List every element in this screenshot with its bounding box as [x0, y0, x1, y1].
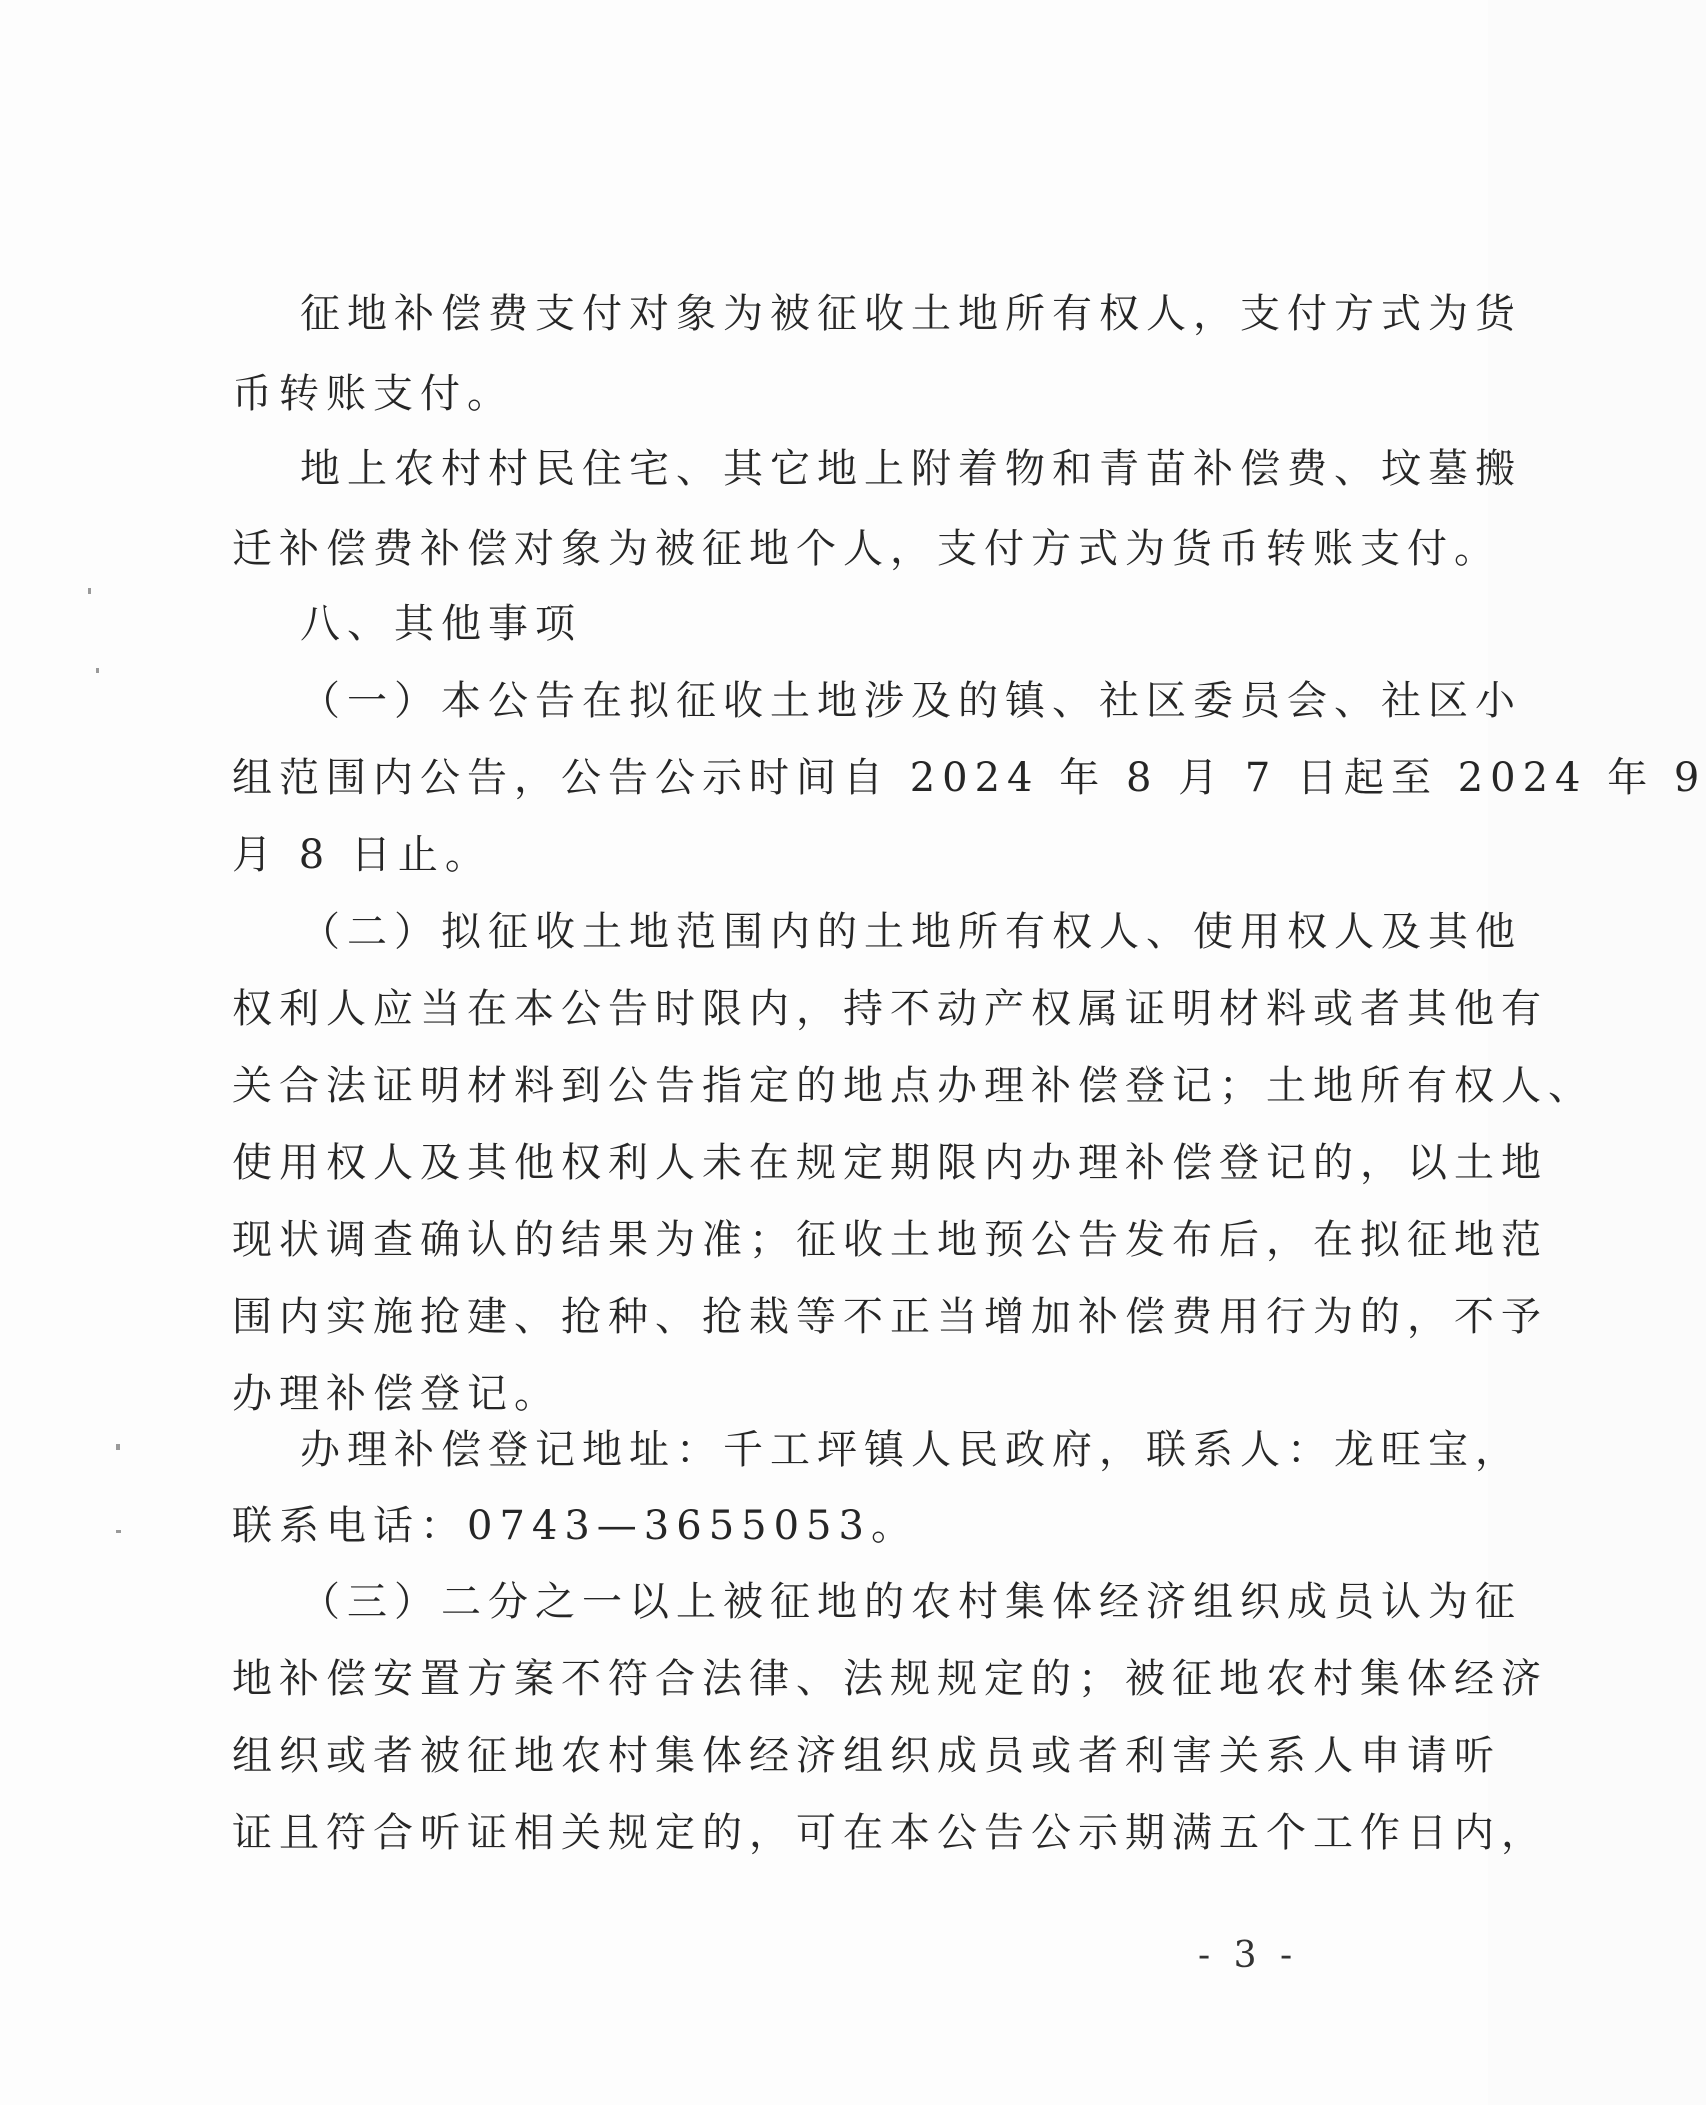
- paragraph-line: （一）本公告在拟征收土地涉及的镇、社区委员会、社区小: [300, 678, 1522, 724]
- scan-mark: [96, 668, 99, 673]
- paragraph-line: 使用权人及其他权利人未在规定期限内办理补偿登记的，以土地: [232, 1140, 1548, 1186]
- paragraph-line: 地上农村村民住宅、其它地上附着物和青苗补偿费、坟墓搬: [300, 446, 1522, 492]
- paragraph-line: 联系电话：0743—3655053。: [232, 1503, 918, 1549]
- paragraph-line: 组范围内公告，公告公示时间自 2024 年 8 月 7 日起至 2024 年 9: [232, 755, 1706, 801]
- paragraph-line: 月 8 日止。: [232, 832, 492, 878]
- scan-mark: [116, 1530, 121, 1533]
- paragraph-line: 办理补偿登记。: [232, 1371, 561, 1417]
- paragraph-line: 组织或者被征地农村集体经济组织成员或者利害关系人申请听: [232, 1733, 1501, 1779]
- paragraph-line: 征地补偿费支付对象为被征收土地所有权人，支付方式为货: [300, 291, 1522, 337]
- paragraph-line: （二）拟征收土地范围内的土地所有权人、使用权人及其他: [300, 909, 1522, 955]
- page-number: - 3 -: [1198, 1935, 1299, 1976]
- paragraph-line: 围内实施抢建、抢种、抢栽等不正当增加补偿费用行为的，不予: [232, 1294, 1548, 1340]
- paragraph-line: 权利人应当在本公告时限内，持不动产权属证明材料或者其他有: [232, 986, 1548, 1032]
- paragraph-line: 地补偿安置方案不符合法律、法规规定的；被征地农村集体经济: [232, 1656, 1548, 1702]
- paragraph-line: 关合法证明材料到公告指定的地点办理补偿登记；土地所有权人、: [232, 1063, 1595, 1109]
- scan-mark: [116, 1444, 120, 1450]
- scan-mark: [88, 588, 91, 594]
- paragraph-line: 迁补偿费补偿对象为被征地个人，支付方式为货币转账支付。: [232, 526, 1501, 572]
- paragraph-line: 币转账支付。: [232, 371, 514, 417]
- paragraph-line: （三）二分之一以上被征地的农村集体经济组织成员认为征: [300, 1579, 1522, 1625]
- section-heading: 八、其他事项: [300, 601, 582, 647]
- paragraph-line: 办理补偿登记地址：千工坪镇人民政府，联系人：龙旺宝，: [300, 1427, 1522, 1473]
- paragraph-line: 证且符合听证相关规定的，可在本公告公示期满五个工作日内，: [232, 1810, 1548, 1856]
- paragraph-line: 现状调查确认的结果为准；征收土地预公告发布后，在拟征地范: [232, 1217, 1548, 1263]
